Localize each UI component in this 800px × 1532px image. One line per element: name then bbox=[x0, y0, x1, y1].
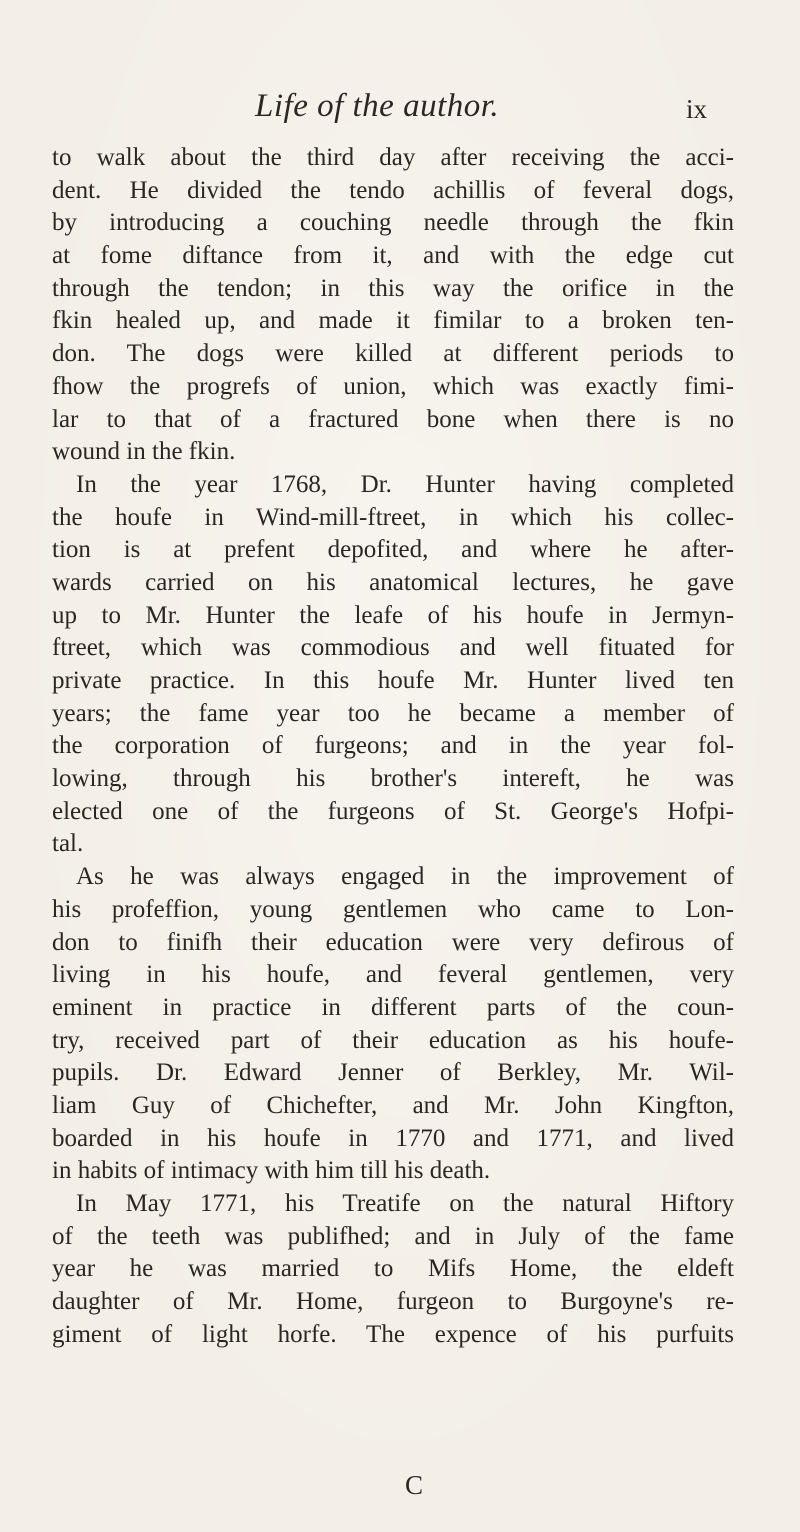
text-line: dent. He divided the tendo achillis of feveral dogs, bbox=[52, 176, 734, 204]
text-line: boarded in his houfe in 1770 and 1771, and lived bbox=[52, 1124, 734, 1152]
text-line: fkin healed up, and made it fimilar to a broken ten- bbox=[52, 307, 734, 335]
text-line: wards carried on his anatomical lectures, he gave bbox=[52, 568, 734, 596]
text-line: the corporation of furgeons; and in the year fol- bbox=[52, 732, 734, 760]
text-line: by introducing a couching needle through the fkin bbox=[52, 209, 734, 237]
text-line: elected one of the furgeons of St. George's Hofpi- bbox=[52, 797, 734, 825]
running-head bbox=[0, 88, 800, 128]
text-line: daughter of Mr. Home, furgeon to Burgoyne's re- bbox=[52, 1288, 734, 1316]
text-line: in habits of intimacy with him till his death. bbox=[52, 1157, 491, 1185]
text-line: of the teeth was publifhed; and in July of the fame bbox=[52, 1222, 734, 1250]
text-line: up to Mr. Hunter the leafe of his houfe in Jermyn- bbox=[52, 601, 734, 629]
page-number: ix bbox=[686, 94, 708, 124]
text-line: fhow the progrefs of union, which was exactly fimi- bbox=[52, 372, 734, 400]
text-line: lar to that of a fractured bone when there is no bbox=[52, 405, 734, 433]
text-line: In May 1771, his Treatife on the natural Hiftory bbox=[76, 1190, 734, 1217]
text-line: private practice. In this houfe Mr. Hunter lived ten bbox=[52, 667, 734, 694]
text-line: to walk about the third day after receiving the acci- bbox=[52, 144, 734, 171]
text-line: As he was always engaged in the improvement of bbox=[76, 863, 734, 891]
text-line: tion is at prefent depofited, and where he after- bbox=[52, 536, 734, 564]
text-line: lowing, through his brother's intereft, he was bbox=[52, 765, 734, 793]
text-line: living in his houfe, and feveral gentlemen, very bbox=[52, 961, 734, 989]
text-line: years; the fame year too he became a member of bbox=[52, 699, 734, 727]
text-line: at fome diftance from it, and with the edge cut bbox=[52, 242, 734, 270]
text-line: wound in the fkin. bbox=[52, 438, 236, 466]
text-line: don to finifh their education were very defirous of bbox=[52, 928, 734, 956]
text-line: the houfe in Wind-mill-ftreet, in which his collec- bbox=[52, 503, 734, 531]
text-line: tal. bbox=[52, 830, 84, 858]
signature-mark: C bbox=[405, 1470, 424, 1500]
text-line: through the tendon; in this way the orifice in the bbox=[52, 274, 734, 302]
text-line: liam Guy of Chichefter, and Mr. John Kingfton, bbox=[52, 1091, 734, 1119]
text-line: pupils. Dr. Edward Jenner of Berkley, Mr. Wil- bbox=[52, 1059, 734, 1087]
running-title: Life of the author. bbox=[255, 88, 500, 124]
text-line: try, received part of their education as his houfe- bbox=[52, 1026, 734, 1054]
body-text bbox=[52, 142, 734, 1351]
text-line: ftreet, which was commodious and well fituated for bbox=[52, 634, 734, 662]
text-line: giment of light horfe. The expence of his purfuits bbox=[52, 1320, 734, 1348]
text-line: eminent in practice in different parts of the coun- bbox=[52, 993, 734, 1021]
text-line: his profeffion, young gentlemen who came to Lon- bbox=[52, 895, 734, 923]
text-line: don. The dogs were killed at different periods to bbox=[52, 340, 734, 368]
text-line: In the year 1768, Dr. Hunter having completed bbox=[76, 470, 734, 498]
text-line: year he was married to Mifs Home, the eldeft bbox=[52, 1255, 734, 1283]
